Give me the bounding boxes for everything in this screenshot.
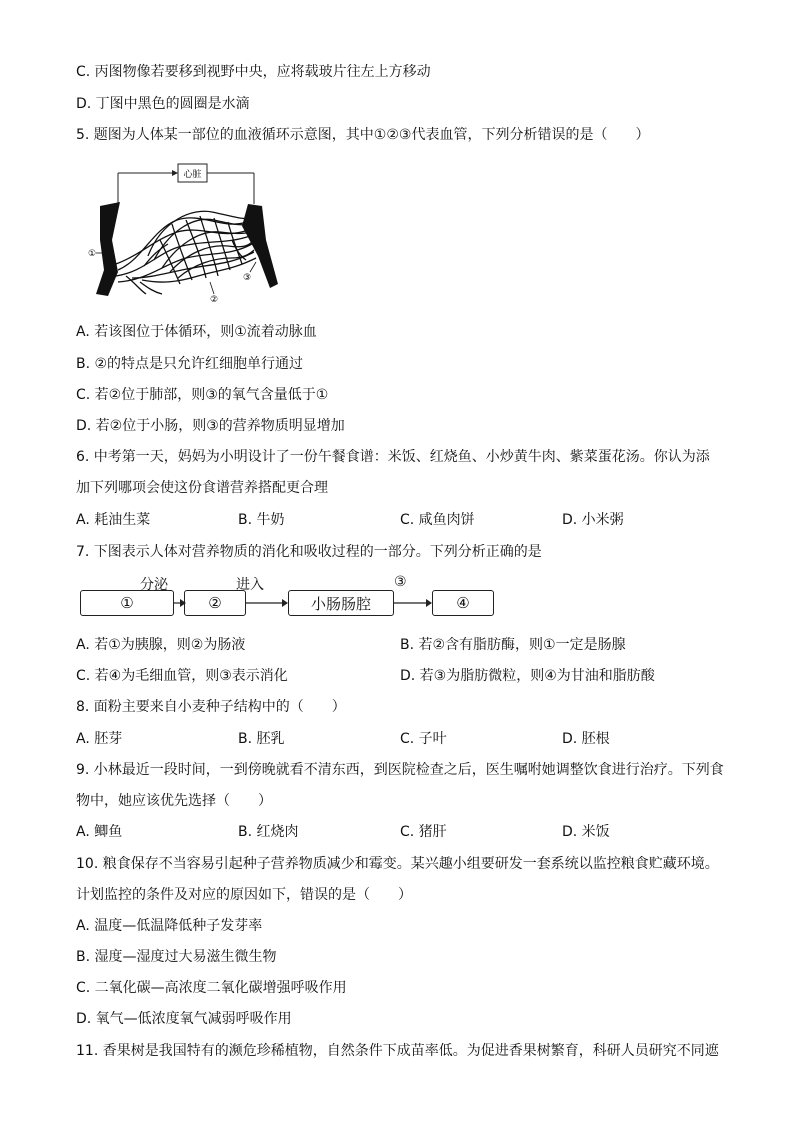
- option-7b: B. 若②含有脂肪酶，则①一定是肠腺: [400, 637, 626, 653]
- option-10b: B. 湿度—湿度过大易滋生微生物: [76, 949, 277, 965]
- question-6-line-2: 加下列哪项会使这份食谱营养搭配更合理: [76, 480, 328, 496]
- option-6c: C. 咸鱼肉饼: [400, 512, 475, 528]
- question-9-line-2: 物中，她应该优先选择（ ）: [76, 793, 272, 809]
- question-7: 7. 下图表示人体对营养物质的消化和吸收过程的一部分。下列分析正确的是: [76, 544, 542, 560]
- question-10-line-2: 计划监控的条件及对应的原因如下，错误的是（ ）: [76, 887, 412, 903]
- option-9a: A. 鲫鱼: [76, 824, 123, 840]
- option-8d: D. 胚根: [562, 731, 610, 747]
- flow-box-4: ④: [432, 590, 494, 616]
- option-7c: C. 若④为毛细血管，则③表示消化: [76, 668, 288, 684]
- option-6d: D. 小米粥: [562, 512, 624, 528]
- option-9c: C. 猪肝: [400, 824, 447, 840]
- heart-label: 心脏: [183, 170, 202, 180]
- label-vessel-2: ②: [210, 295, 219, 305]
- option-6a: A. 耗油生菜: [76, 512, 151, 528]
- option-7a: A. 若①为胰腺，则②为肠液: [76, 637, 246, 653]
- flow-box-3: 小肠肠腔: [288, 590, 394, 616]
- question-11: 11. 香果树是我国特有的濒危珍稀植物，自然条件下成苗率低。为促进香果树繁育，科研人员研究不同遮: [76, 1043, 719, 1059]
- question-5: 5. 题图为人体某一部位的血液循环示意图，其中①②③代表血管，下列分析错误的是（ ）: [76, 127, 650, 143]
- question-8: 8. 面粉主要来自小麦种子结构中的（ ）: [76, 699, 346, 715]
- label-vessel-1: ①: [88, 249, 97, 259]
- option-10a: A. 温度—低温降低种子发芽率: [76, 918, 263, 934]
- option-9d: D. 米饭: [562, 824, 610, 840]
- option-5b: B. ②的特点是只允许红细胞单行通过: [76, 356, 304, 372]
- option-5d: D. 若②位于小肠，则③的营养物质明显增加: [76, 418, 345, 434]
- line-q4c: C. 丙图物像若要移到视野中央，应将载玻片往左上方移动: [76, 64, 431, 80]
- option-9b: B. 红烧肉: [238, 824, 299, 840]
- flow-label-enter: 进入: [236, 577, 264, 593]
- option-7d: D. 若③为脂肪微粒，则④为甘油和脂肪酸: [400, 668, 655, 684]
- option-8b: B. 胚乳: [238, 731, 285, 747]
- option-10d: D. 氧气—低浓度氧气减弱呼吸作用: [76, 1011, 292, 1027]
- flow-box-1: ①: [80, 590, 174, 616]
- option-6b: B. 牛奶: [238, 512, 285, 528]
- flow-label-3: ③: [394, 574, 407, 590]
- flow-arrows: [76, 578, 496, 620]
- question-6-line-1: 6. 中考第一天，妈妈为小明设计了一份午餐食谱：米饭、红烧鱼、小炒黄牛肉、紫菜蛋花汤。你认为添: [76, 449, 710, 465]
- label-vessel-3: ③: [243, 273, 252, 283]
- option-5c: C. 若②位于肺部，则③的氧气含量低于①: [76, 387, 329, 403]
- line-q4d: D. 丁图中黑色的圆圈是水滴: [76, 96, 250, 112]
- question-10-line-1: 10. 粮食保存不当容易引起种子营养物质减少和霉变。某兴趣小组要研发一套系统以监控粮食贮藏环境。: [76, 856, 719, 872]
- circulation-diagram: [82, 160, 292, 308]
- option-10c: C. 二氧化碳—高浓度二氧化碳增强呼吸作用: [76, 980, 347, 996]
- question-9-line-1: 9. 小林最近一段时间，一到傍晚就看不清东西，到医院检查之后，医生嘱咐她调整饮食进行治疗。下列食: [76, 762, 724, 778]
- option-5a: A. 若该图位于体循环，则①流着动脉血: [76, 324, 317, 340]
- digestion-flow-diagram: [76, 574, 496, 620]
- option-8c: C. 子叶: [400, 731, 447, 747]
- flow-label-secrete: 分泌: [140, 577, 168, 593]
- option-8a: A. 胚芽: [76, 731, 123, 747]
- flow-box-2: ②: [184, 590, 246, 616]
